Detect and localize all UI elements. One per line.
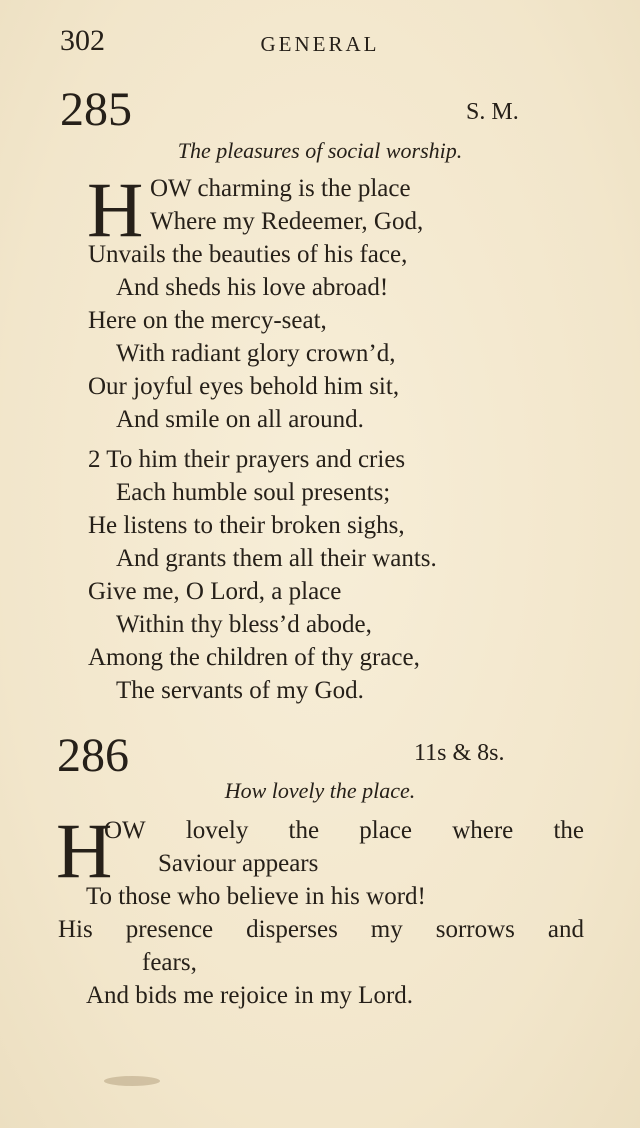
verse-word: disperses xyxy=(246,916,338,943)
verse-line: With radiant glory crown’d, xyxy=(116,340,396,367)
verse-line: And grants them all their wants. xyxy=(116,545,437,572)
verse-line-justified xyxy=(104,818,584,843)
verse-word: His xyxy=(58,916,93,943)
verse-word: where xyxy=(452,817,514,844)
verse-line: Within thy bless’d abode, xyxy=(116,611,372,638)
verse-line: OW charming is the place xyxy=(150,175,411,202)
verse-word: my xyxy=(370,916,403,943)
verse-line: Give me, O Lord, a place xyxy=(88,578,342,605)
verse-line: Unvails the beauties of his face, xyxy=(88,241,408,268)
running-head: GENERAL xyxy=(260,32,380,56)
verse-line: Our joyful eyes behold him sit, xyxy=(88,373,400,400)
verse-word: the xyxy=(553,817,584,844)
hymn-subtitle: How lovely the place. xyxy=(224,778,416,803)
hymn-meter: 11s & 8s. xyxy=(414,740,505,766)
verse-word: lovely xyxy=(185,817,249,844)
drop-cap: H xyxy=(87,166,144,253)
verse-word: the xyxy=(288,817,320,844)
verse-line: Saviour appears xyxy=(158,850,319,877)
verse-line: Each humble soul presents; xyxy=(116,479,391,506)
verse-word: and xyxy=(547,916,584,943)
hymn-subtitle: The pleasures of social worship. xyxy=(177,138,463,163)
ink-smudge xyxy=(104,1076,160,1086)
verse-word: presence xyxy=(125,916,214,943)
verse-word: place xyxy=(359,817,412,844)
verse-word: sorrows xyxy=(435,916,515,943)
verse-line-justified xyxy=(58,917,584,942)
verse-line: He listens to their broken sighs, xyxy=(88,512,405,539)
verse-line: Among the children of thy grace, xyxy=(88,644,420,671)
drop-cap: H xyxy=(56,807,113,894)
hymn-number: 286 xyxy=(57,729,129,782)
verse-line: To those who believe in his word! xyxy=(86,883,426,910)
verse-line: 2 To him their prayers and cries xyxy=(88,446,406,473)
page-header xyxy=(0,24,640,64)
verse-line: Here on the mercy-seat, xyxy=(88,307,327,334)
verse-line: And sheds his love abroad! xyxy=(116,274,389,301)
page-number: 302 xyxy=(60,24,105,57)
verse-line: fears, xyxy=(142,949,197,976)
hymn-number: 285 xyxy=(60,83,132,136)
verse-word: OW xyxy=(104,817,146,844)
verse-line: Where my Redeemer, God, xyxy=(150,208,424,235)
verse-line: The servants of my God. xyxy=(116,677,364,704)
verse-line: And smile on all around. xyxy=(116,406,364,433)
hymn-meter: S. M. xyxy=(466,99,519,125)
verse-line: And bids me rejoice in my Lord. xyxy=(86,982,414,1009)
